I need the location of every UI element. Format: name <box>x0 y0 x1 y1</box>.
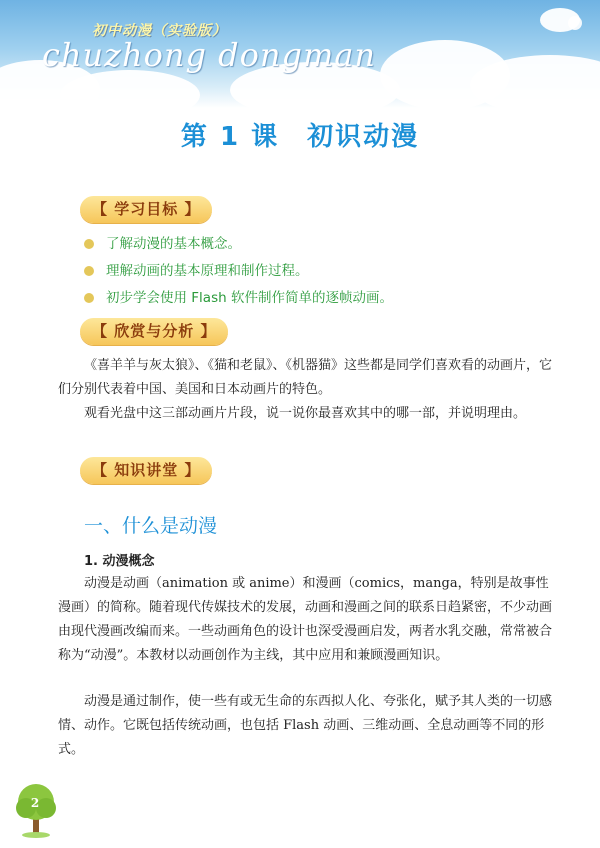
bullet-icon <box>84 293 94 303</box>
knowledge-section-label: 【 知识讲堂 】 <box>80 457 212 484</box>
goals-list <box>84 234 393 315</box>
page-number: 2 <box>30 796 40 810</box>
bullet-icon <box>84 266 94 276</box>
section-heading: 一、什么是动漫 <box>84 515 218 537</box>
goal-item <box>84 261 393 288</box>
goal-item <box>84 288 393 315</box>
goal-text: 初步学会使用 Flash 软件制作简单的逐帧动画。 <box>106 290 393 306</box>
appreciate-paragraph: 《喜羊羊与灰太狼》、《猫和老鼠》、《机器猫》这些都是同学们喜欢看的动画片，它们分别代表着中国、美国和日本动画片的特色。 <box>58 358 553 397</box>
appreciate-section-label: 【 欣赏与分析 】 <box>80 318 228 345</box>
sparkle-icon <box>568 16 582 30</box>
sub-heading: 1. 动漫概念 <box>84 554 155 569</box>
page-header-banner <box>0 0 600 108</box>
concept-paragraph: 动漫是通过制作，使一些有或无生命的东西拟人化、夸张化，赋予其人类的一切感情、动作。它既包括传统动画，也包括 Flash 动画、三维动画、全息动画等不同的形式。 <box>58 694 553 757</box>
goal-item <box>84 234 393 261</box>
series-title-en: chuzhong dongman <box>42 36 377 74</box>
appreciate-paragraph: 观看光盘中这三部动画片片段，说一说你最喜欢其中的哪一部，并说明理由。 <box>84 406 527 421</box>
lesson-title: 第 1 课 初识动漫 <box>180 122 420 152</box>
goal-text: 理解动画的基本原理和制作过程。 <box>106 263 309 279</box>
goal-text: 了解动漫的基本概念。 <box>106 236 241 252</box>
concept-paragraph: 动漫是动画（animation 或 anime）和漫画（comics，manga，特别是故事性漫画）的简称。随着现代传媒技术的发展，动画和漫画之间的联系日趋紧密，不少动画由现代漫画改编而来。一些动画角色的设计也深受漫画启发，两者水乳交融，常常被合称为“动漫”。本教材以动画创作为主线，其中应用和兼顾漫画知识。 <box>58 576 553 663</box>
bullet-icon <box>84 239 94 249</box>
series-title-cn: 初中动漫（实验版） <box>92 23 227 39</box>
goals-section-label: 【 学习目标 】 <box>80 196 212 223</box>
